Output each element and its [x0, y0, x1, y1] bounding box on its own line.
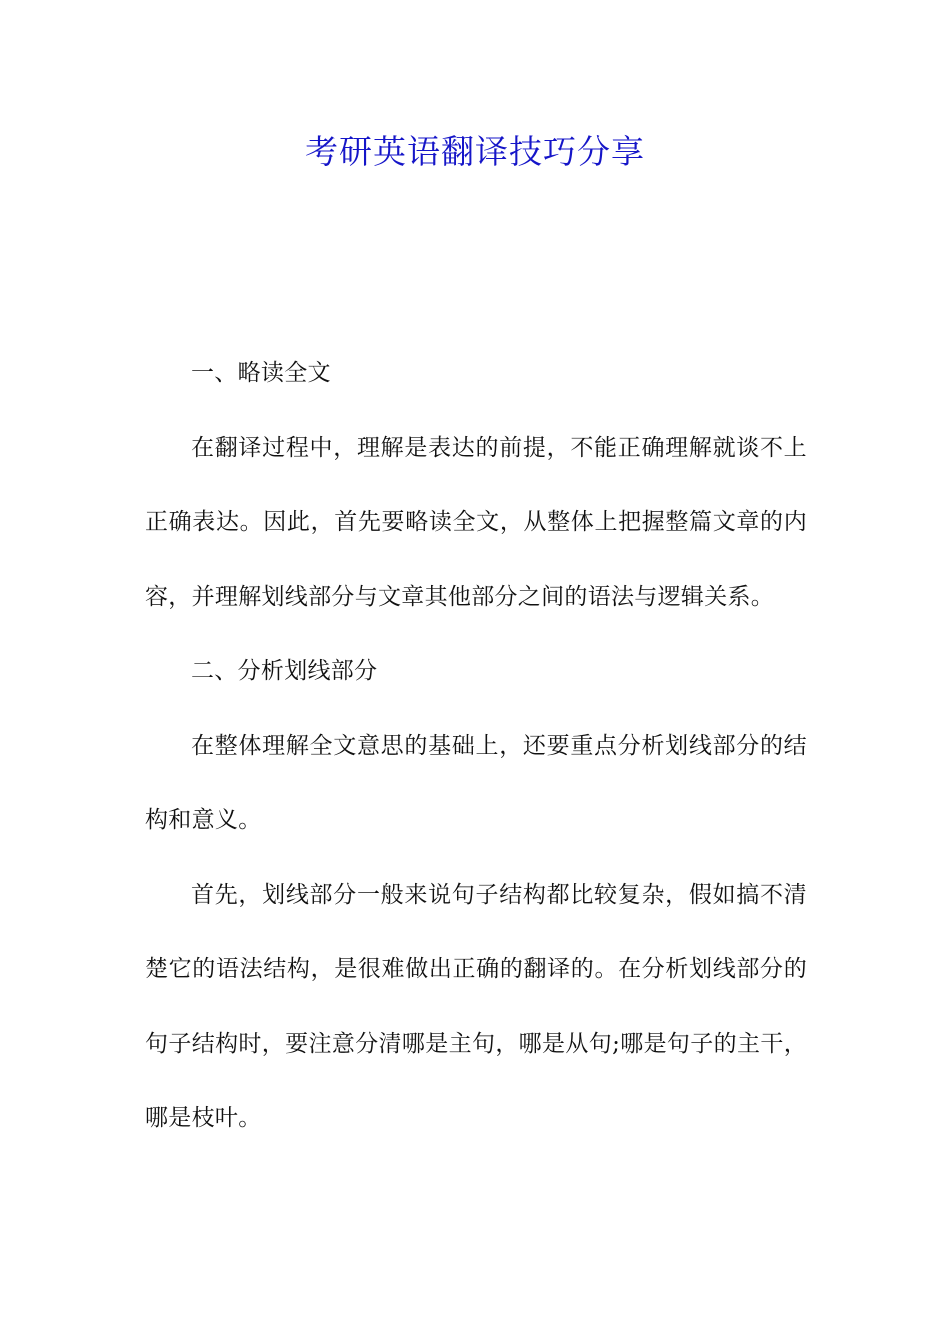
paragraph-2: 在整体理解全文意思的基础上，还要重点分析划线部分的结构和意义。 — [145, 732, 807, 833]
section-heading-2: 二、分析划线部分 — [191, 658, 378, 684]
paragraph-1: 在翻译过程中，理解是表达的前提，不能正确理解就谈不上正确表达。因此，首先要略读全文，从整体上把握整篇文章的内容，并理解划线部分与文章其他部分之间的语法与逻辑关系。 — [145, 434, 807, 610]
paragraph-3: 首先，划线部分一般来说句子结构都比较复杂，假如搞不清楚它的语法结构，是很难做出正确的翻译的。在分析划线部分的句子结构时，要注意分清哪是主句，哪是从句;哪是句子的主干，哪是枝叶。 — [145, 881, 807, 1131]
section-heading-1: 一、略读全文 — [191, 360, 331, 386]
document-title: 考研英语翻译技巧分享 — [305, 132, 645, 171]
document-body — [145, 336, 807, 1156]
